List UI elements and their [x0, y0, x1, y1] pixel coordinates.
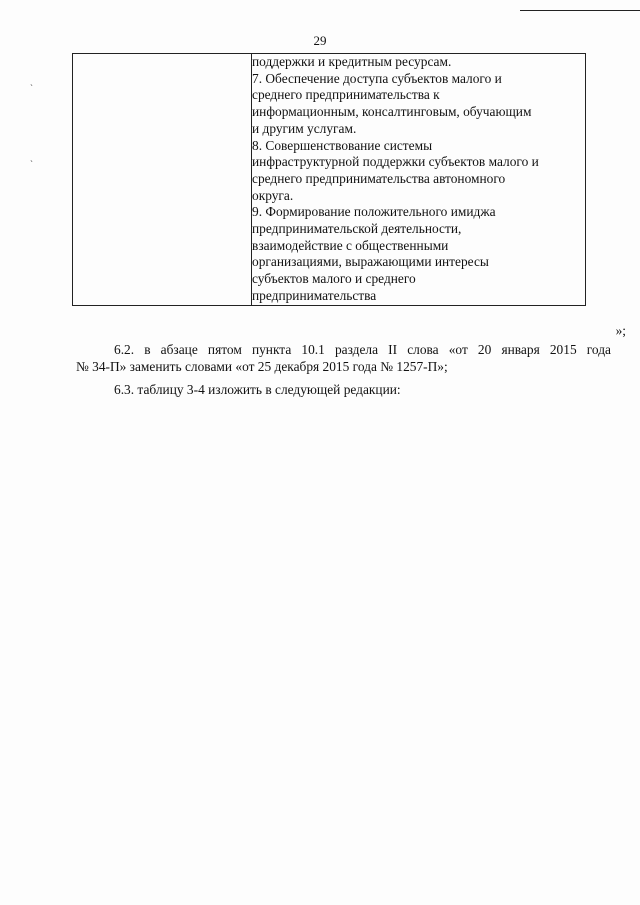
- paragraph-6-2-line-1: 6.2. в абзаце пятом пункта 10.1 раздела II слова «от 20 января 2015 года: [114, 342, 611, 357]
- page-number: 29: [313, 33, 327, 48]
- table-text-line: информационным, консалтинговым, обучающим: [252, 104, 532, 120]
- table-text-line: округа.: [252, 187, 294, 203]
- table-text-line: поддержки и кредитным ресурсам.: [252, 54, 452, 69]
- table-text-line: и другим услугам.: [252, 120, 357, 136]
- table-text-line: среднего предпринимательства автономного: [252, 170, 506, 186]
- scan-artifact: ˏ: [30, 76, 33, 86]
- table-text-line: среднего предпринимательства к: [252, 87, 440, 103]
- table-text-line: инфраструктурной поддержки субъектов малого и: [252, 154, 539, 170]
- table-cell-right: [252, 54, 586, 306]
- table-text-line: 8. Совершенствование системы: [252, 137, 433, 153]
- closing-quote: »;: [615, 323, 626, 338]
- table-text-line: предпринимательской деятельности,: [252, 221, 462, 237]
- table-text-line: организациями, выражающими интересы: [252, 254, 489, 270]
- table-row: [73, 54, 586, 306]
- table-text-line: взаимодействие с общественными: [252, 237, 449, 253]
- paragraph-6-3: 6.3. таблицу 3-4 изложить в следующей редакции:: [114, 382, 401, 397]
- scan-artifact: ˏ: [30, 152, 33, 162]
- table-cell-left: [73, 54, 252, 306]
- paragraph-6-2-line-2: № 34-П» заменить словами «от 25 декабря 2015 года № 1257-П»;: [76, 359, 448, 374]
- scan-edge-mark: [520, 10, 640, 11]
- goals-table: [72, 53, 586, 306]
- table-text-line: субъектов малого и среднего: [252, 271, 416, 287]
- table-text-line: предпринимательства: [252, 287, 377, 303]
- table-text-line: 7. Обеспечение доступа субъектов малого и: [252, 70, 502, 86]
- table-text-line: 9. Формирование положительного имиджа: [252, 204, 496, 220]
